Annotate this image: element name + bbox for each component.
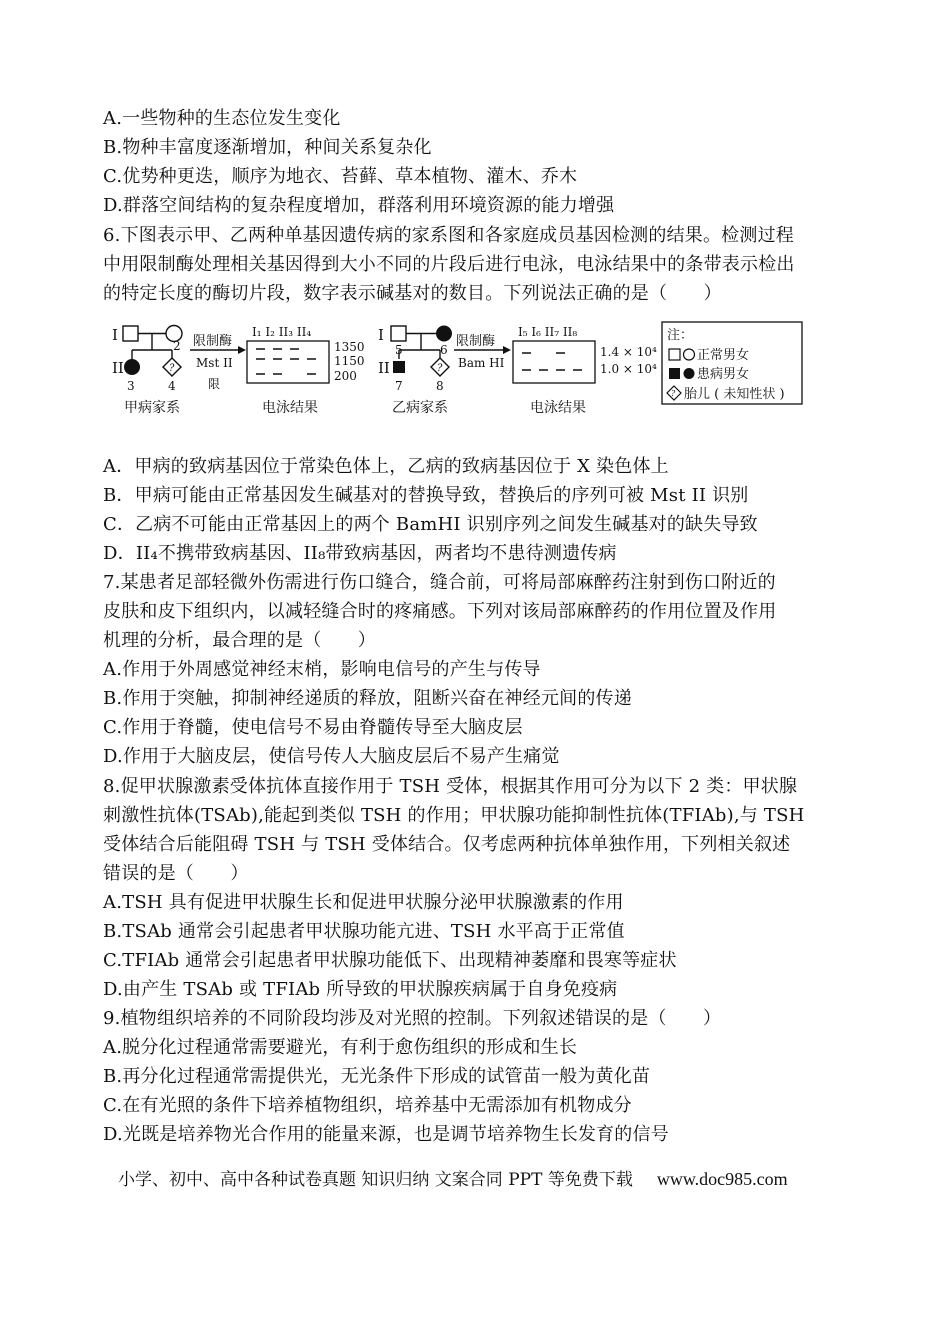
jia-gel-size-2: 1150 bbox=[334, 354, 365, 368]
yi-ind6-affected-female bbox=[436, 326, 452, 342]
pedigree-figure bbox=[110, 318, 810, 430]
option-8a: A.TSH 具有促进甲状腺生长和促进甲状腺分泌甲状腺激素的作用 bbox=[103, 892, 624, 913]
yi-enzyme-line1: 限制酶 bbox=[456, 334, 496, 349]
option-5c: C.优势种更迭，顺序为地衣、苔藓、草本植物、灌木、乔木 bbox=[103, 166, 578, 187]
jia-gel-box bbox=[247, 341, 329, 383]
yi-ind7-affected-male bbox=[393, 361, 405, 373]
jia-ind4-number: 4 bbox=[168, 379, 176, 393]
option-7c: C.作用于脊髓，使电信号不易由脊髓传导至大脑皮层 bbox=[103, 717, 523, 738]
jia-ind3-number: 3 bbox=[127, 379, 135, 393]
option-5a: A.一些物种的生态位发生变化 bbox=[103, 108, 341, 129]
svg-text:?: ? bbox=[169, 363, 175, 374]
option-8d: D.由产生 TSAb 或 TFIAb 所导致的甲状腺疾病属于自身免疫病 bbox=[103, 979, 618, 1000]
svg-text:?: ? bbox=[671, 389, 676, 398]
yi-ind7-number: 7 bbox=[395, 379, 403, 393]
option-8c: C.TFIAb 通常会引起患者甲状腺功能低下、出现精神萎靡和畏寒等症状 bbox=[103, 950, 677, 971]
option-7a: A.作用于外周感觉神经末梢，影响电信号的产生与传导 bbox=[103, 659, 541, 680]
jia-ind3-affected-female bbox=[124, 359, 140, 375]
jia-gel-label: 电泳结果 bbox=[262, 400, 318, 416]
jia-enzyme-line2: Mst II bbox=[196, 356, 233, 370]
jia-gen2-label: II bbox=[112, 359, 124, 377]
legend-title: 注： bbox=[667, 328, 694, 343]
option-9c: C.在有光照的条件下培养植物组织，培养基中无需添加有机物成分 bbox=[103, 1095, 632, 1116]
question-7-line-3: 机理的分析，最合理的是（ ） bbox=[103, 630, 376, 651]
jia-gel-size-3: 200 bbox=[334, 369, 357, 383]
option-7b: B.作用于突触，抑制神经递质的释放，阻断兴奋在神经元间的传递 bbox=[103, 688, 632, 709]
yi-gel-size-2: 1.0 × 10⁴ bbox=[600, 362, 657, 376]
legend-affected: 患病男女 bbox=[697, 367, 750, 382]
option-6c: C．乙病不可能由正常基因上的两个 BamHI 识别序列之间发生碱基对的缺失导致 bbox=[103, 514, 758, 535]
option-6d: D．II₄不携带致病基因、II₈带致病基因，两者均不患待测遗传病 bbox=[103, 543, 617, 564]
option-9d: D.光既是培养物光合作用的能量来源，也是调节培养物生长发育的信号 bbox=[103, 1124, 669, 1145]
jia-ind2-number: 2 bbox=[173, 339, 181, 353]
option-9b: B.再分化过程通常需提供光，无光条件下形成的试管苗一般为黄化苗 bbox=[103, 1066, 651, 1087]
yi-gel-label: 电泳结果 bbox=[530, 400, 586, 416]
question-9-line-1: 9.植物组织培养的不同阶段均涉及对光照的控制。下列叙述错误的是（ ） bbox=[103, 1008, 722, 1029]
yi-gel-box bbox=[513, 341, 595, 383]
yi-ind5-normal-male bbox=[391, 326, 406, 341]
jia-ind1-normal-male bbox=[123, 326, 138, 341]
option-8b: B.TSAb 通常会引起患者甲状腺功能亢进、TSH 水平高于正常值 bbox=[103, 921, 625, 942]
question-8-line-4: 错误的是（ ） bbox=[103, 863, 249, 884]
footer-text: 小学、初中、高中各种试卷真题 知识归纳 文案合同 PPT 等免费下载 bbox=[118, 1170, 633, 1190]
yi-gel-size-1: 1.4 × 10⁴ bbox=[600, 345, 657, 359]
option-5b: B.物种丰富度逐渐增加，种间关系复杂化 bbox=[103, 137, 432, 158]
question-7-line-1: 7.某患者足部轻微外伤需进行伤口缝合，缝合前，可将局部麻醉药注射到伤口附近的 bbox=[103, 572, 776, 593]
question-6-line-1: 6.下图表示甲、乙两种单基因遗传病的家系图和各家庭成员基因检测的结果。检测过程 bbox=[103, 225, 794, 246]
question-6-line-3: 的特定长度的酶切片段，数字表示碱基对的数目。下列说法正确的是（ ） bbox=[103, 283, 722, 304]
option-6a: A．甲病的致病基因位于常染色体上，乙病的致病基因位于 X 染色体上 bbox=[103, 456, 669, 477]
yi-ind5-number: 5 bbox=[395, 343, 403, 357]
question-8-line-3: 受体结合后能阻碍 TSH 与 TSH 受体结合。仅考虑两种抗体单独作用，下列相关叙述 bbox=[103, 834, 791, 855]
yi-gen1-label: I bbox=[378, 326, 384, 344]
option-9a: A.脱分化过程通常需要避光，有利于愈伤组织的形成和生长 bbox=[103, 1037, 578, 1058]
question-8-line-2: 刺激性抗体(TSAb),能起到类似 TSH 的作用；甲状腺功能抑制性抗体(TFIAb),与 TSH bbox=[103, 805, 805, 826]
jia-gel-size-1: 1350 bbox=[334, 340, 365, 354]
jia-gen1-label: I bbox=[112, 326, 118, 344]
yi-gel-header: I₅ I₆ II₇ II₈ bbox=[518, 325, 578, 339]
question-6-line-2: 中用限制酶处理相关基因得到大小不同的片段后进行电泳，电泳结果中的条带表示检出 bbox=[103, 254, 795, 275]
question-8-line-1: 8.促甲状腺激素受体抗体直接作用于 TSH 受体，根据其作用可分为以下 2 类：甲状腺 bbox=[103, 776, 798, 797]
footer-site-link[interactable]: www.doc985.com bbox=[656, 1169, 788, 1189]
jia-enzyme-line3: 限 bbox=[208, 377, 221, 391]
svg-text:?: ? bbox=[437, 363, 443, 374]
yi-enzyme-line2: Bam HI bbox=[458, 356, 505, 370]
option-5d: D.群落空间结构的复杂程度增加，群落利用环境资源的能力增强 bbox=[103, 195, 615, 216]
legend-fetus: 胎儿 ( 未知性状 ) bbox=[684, 387, 785, 402]
jia-gel-header: I₁ I₂ II₃ II₄ bbox=[252, 325, 312, 339]
jia-family-label: 甲病家系 bbox=[124, 400, 180, 416]
page-footer bbox=[118, 1168, 788, 1191]
option-7d: D.作用于大脑皮层，使信号传人大脑皮层后不易产生痛觉 bbox=[103, 746, 560, 767]
yi-ind6-number: 6 bbox=[440, 343, 448, 357]
option-6b: B．甲病可能由正常基因发生碱基对的替换导致，替换后的序列可被 Mst II 识别 bbox=[103, 485, 749, 506]
yi-ind8-number: 8 bbox=[436, 379, 444, 393]
legend-normal: 正常男女 bbox=[697, 348, 750, 363]
yi-gen2-label: II bbox=[378, 359, 390, 377]
jia-enzyme-line1: 限制酶 bbox=[193, 334, 233, 349]
yi-family-label: 乙病家系 bbox=[392, 400, 448, 416]
question-7-line-2: 皮肤和皮下组织内，以减轻缝合时的疼痛感。下列对该局部麻醉药的作用位置及作用 bbox=[103, 601, 777, 622]
